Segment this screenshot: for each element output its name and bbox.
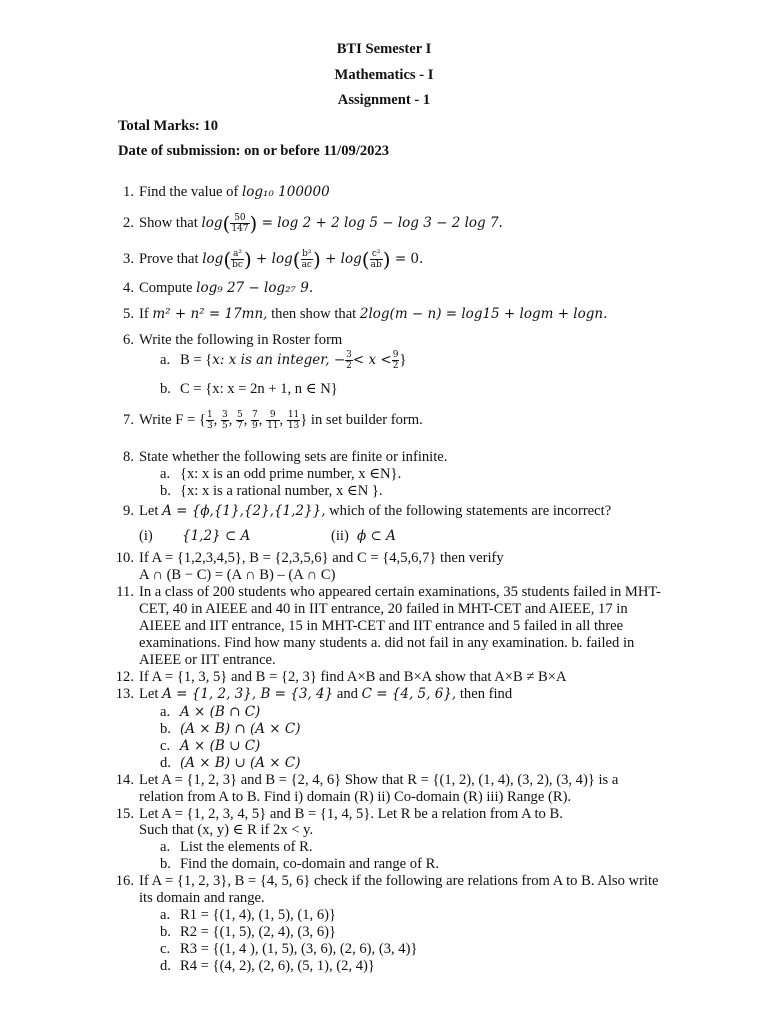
- option-text: (A × B) ∩ (A × C): [180, 721, 301, 737]
- option-label: a.: [160, 466, 171, 482]
- question-number: 7.: [123, 412, 134, 428]
- question-text-line: Such that (x, y) ∈ R if 2x < y.: [139, 822, 314, 838]
- subject-title: Mathematics - I: [334, 67, 434, 83]
- question-number: 15.: [115, 806, 134, 822]
- option-text: {1,2} ⊂ A: [182, 528, 251, 544]
- question-text: If A = {1, 3, 5} and B = {2, 3} find A×B and B×A show that A×B ≠ B×A: [139, 669, 567, 685]
- option-label: (i): [139, 528, 153, 544]
- option-text: R3 = {(1, 4 ), (1, 5), (3, 6), (2, 6), (3, 4)}: [180, 941, 418, 957]
- option-label: (ii): [331, 528, 349, 544]
- option-text: ϕ ⊂ A: [357, 528, 396, 544]
- fraction: $\frac{1}{3}$: [206, 410, 213, 432]
- question-number: 12.: [115, 669, 134, 685]
- option-label: a.: [160, 704, 171, 720]
- question-number: 1.: [123, 184, 134, 200]
- question-number: 4.: [123, 280, 134, 296]
- option-label: a.: [160, 907, 171, 923]
- option-text: List the elements of R.: [180, 839, 313, 855]
- option-text: {x: x is an odd prime number, x ∈N}.: [180, 466, 402, 482]
- question-number: 11.: [116, 584, 134, 600]
- question-text: If A = {1,2,3,4,5}, B = {2,3,5,6} and C = {4,5,6,7} then verify: [139, 550, 504, 566]
- fraction: $\frac{9}{11}$: [267, 410, 279, 432]
- fraction: $\frac{11}{13}$: [287, 410, 300, 432]
- option-label: a.: [160, 839, 171, 855]
- question-text: Let A = {1, 2, 3}, B = {3, 4} and C = {4, 5, 6}, then find: [139, 686, 513, 702]
- question-text-line: A ∩ (B − C) = (A ∩ B) – (A ∩ C): [139, 567, 336, 583]
- question-text-line: Let A = {1, 2, 3, 4, 5} and B = {1, 4, 5}. Let R be a relation from A to B.: [139, 806, 563, 822]
- option-label: d.: [160, 958, 171, 974]
- question-text: State whether the following sets are finite or infinite.: [139, 449, 448, 465]
- question-text: Prove that log( $\frac{\text{a²}}{bc}$ ) + log( $\frac{\text{b²}}{ac}$ ) + log( $\frac{\text{c²}}{ab}$ ) = 0.: [139, 247, 424, 272]
- option-text: (A × B) ∪ (A × C): [180, 755, 301, 771]
- question-number: 5.: [123, 306, 134, 322]
- option-label: d.: [160, 755, 171, 771]
- question-text: Show that log( $\frac{50}{147}$ ) = log 2 + 2 log 5 − log 3 − 2 log 7.: [139, 211, 503, 236]
- total-marks: Total Marks: 10: [118, 118, 218, 134]
- option-text: A × (B ∪ C): [180, 738, 261, 754]
- question-number: 13.: [115, 686, 134, 702]
- option-label: b.: [160, 381, 171, 397]
- option-text: Find the domain, co-domain and range of R.: [180, 856, 439, 872]
- option-text: R1 = {(1, 4), (1, 5), (1, 6)}: [180, 907, 336, 923]
- question-number: 10.: [115, 550, 134, 566]
- question-number: 3.: [123, 251, 134, 267]
- course-title: BTI Semester I: [336, 41, 432, 57]
- fraction: $\frac{7}{9}$: [252, 410, 258, 432]
- option-label: b.: [160, 483, 171, 499]
- question-text: Let A = {ϕ,{1},{2},{1,2}}, which of the following statements are incorrect?: [139, 503, 612, 519]
- option-label: c.: [160, 941, 171, 957]
- option-label: a.: [160, 352, 171, 368]
- question-number: 6.: [123, 332, 134, 348]
- question-number: 14.: [115, 772, 134, 788]
- question-text: If m² + n² = 17mn, then show that 2log(m − n) = log15 + logm + logn.: [139, 306, 608, 322]
- option-text: R2 = {(1, 5), (2, 4), (3, 6)}: [180, 924, 336, 940]
- question-text: Write the following in Roster form: [139, 332, 343, 348]
- assignment-title: Assignment - 1: [337, 92, 431, 108]
- option-text: R4 = {(4, 2), (2, 6), (5, 1), (2, 4)}: [180, 958, 375, 974]
- question-text-line: AIEEE and IIT entrance, 15 in MHT-CET and IIT entrance and 5 failed in all three: [139, 618, 624, 634]
- option-label: b.: [160, 721, 171, 737]
- option-text: C = {x: x = 2n + 1, n ∈ N}: [180, 381, 338, 397]
- question-text-line: If A = {1, 2, 3}, B = {4, 5, 6} check if the following are relations from A to B. Also write: [139, 873, 659, 889]
- submission-date: Date of submission: on or before 11/09/2023: [118, 143, 390, 159]
- question-text-line: In a class of 200 students who appeared certain examinations, 35 students failed in MHT-: [139, 584, 661, 600]
- question-text-line: AIEEE or IIT entrance.: [139, 652, 276, 668]
- option-text: {x: x is a rational number, x ∈N }.: [180, 483, 383, 499]
- option-label: b.: [160, 924, 171, 940]
- question-text-line: examinations. Find how many students a. did not fail in any examination. b. failed in: [139, 635, 635, 651]
- question-number: 8.: [123, 449, 134, 465]
- option-text: A × (B ∩ C): [180, 704, 261, 720]
- question-text: Write F = { $\frac{1}{3}$ , $\frac{3}{5}$ , $\frac{5}{7}$ , $\frac{7}{9}$ , $\frac{9}{11}$ , $\frac{11}{13}$ } in set builder form.: [139, 410, 423, 432]
- question-text-line: relation from A to B. Find i) domain (R) ii) Co-domain (R) iii) Range (R).: [139, 789, 572, 805]
- option-label: c.: [160, 738, 171, 754]
- question-text-line: CET, 40 in AIEEE and 40 in IIT entrance, 20 failed in MHT-CET and AIEEE, 17 in: [139, 601, 628, 617]
- question-text: Find the value of log₁₀ 100000: [139, 184, 330, 200]
- option-text: B = {x: x is an integer, − $\frac{3}{2}$ < x < $\frac{9}{2}$ }: [180, 350, 407, 372]
- question-number: 2.: [123, 215, 134, 231]
- fraction: $\frac{3}{5}$: [221, 410, 228, 432]
- question-number: 16.: [115, 873, 134, 889]
- question-number: 9.: [123, 503, 134, 519]
- question-text: Compute log₉ 27 − log₂₇ 9.: [139, 280, 314, 296]
- fraction: $\frac{5}{7}$: [237, 410, 243, 432]
- question-text-line: its domain and range.: [139, 890, 265, 906]
- option-label: b.: [160, 856, 171, 872]
- question-text-line: Let A = {1, 2, 3} and B = {2, 4, 6} Show that R = {(1, 2), (1, 4), (3, 2), (3, 4)} is a: [139, 772, 619, 788]
